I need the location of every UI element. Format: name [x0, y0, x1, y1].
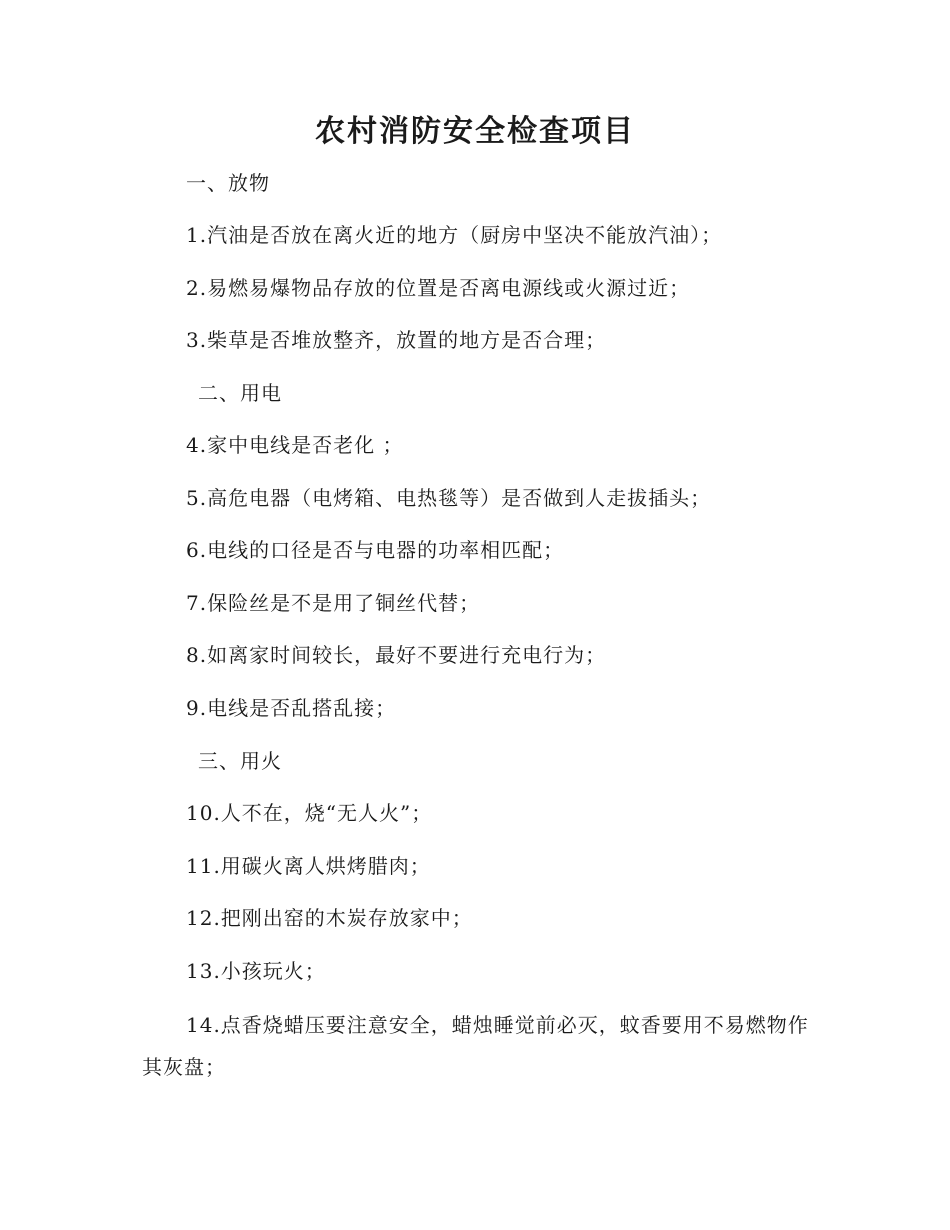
- list-item-multiline: 14.点香烧蜡压要注意安全，蜡烛睡觉前必灭，蚊香要用不易燃物作其灰盘；: [142, 1013, 809, 1079]
- section-heading-fire: 三、用火: [198, 749, 282, 773]
- list-item: 13.小孩玩火；: [186, 959, 326, 983]
- list-item: 12.把刚出窑的木炭存放家中；: [186, 906, 473, 930]
- list-item: 7.保险丝是不是用了铜丝代替；: [186, 591, 481, 615]
- section-heading-storage: 一、放物: [186, 171, 270, 195]
- list-item: 4.家中电线是否老化 ；: [186, 433, 404, 457]
- list-item: 3.柴草是否堆放整齐，放置的地方是否合理；: [186, 328, 607, 352]
- list-item: 9.电线是否乱搭乱接；: [186, 696, 397, 720]
- section-heading-electricity: 二、用电: [198, 381, 282, 405]
- list-item: 1.汽油是否放在离火近的地方（厨房中坚决不能放汽油）；: [186, 223, 723, 247]
- page-title: 农村消防安全检查项目: [315, 114, 635, 149]
- list-item: 10.人不在，烧“无人火”；: [186, 801, 433, 825]
- list-item: 8.如离家时间较长，最好不要进行充电行为；: [186, 643, 607, 667]
- list-item: 2.易燃易爆物品存放的位置是否离电源线或火源过近；: [186, 276, 691, 300]
- list-item: 5.高危电器（电烤箱、电热毯等）是否做到人走拔插头；: [186, 486, 712, 510]
- list-item: 11.用碳火离人烘烤腊肉；: [186, 854, 431, 878]
- list-item: 6.电线的口径是否与电器的功率相匹配；: [186, 538, 565, 562]
